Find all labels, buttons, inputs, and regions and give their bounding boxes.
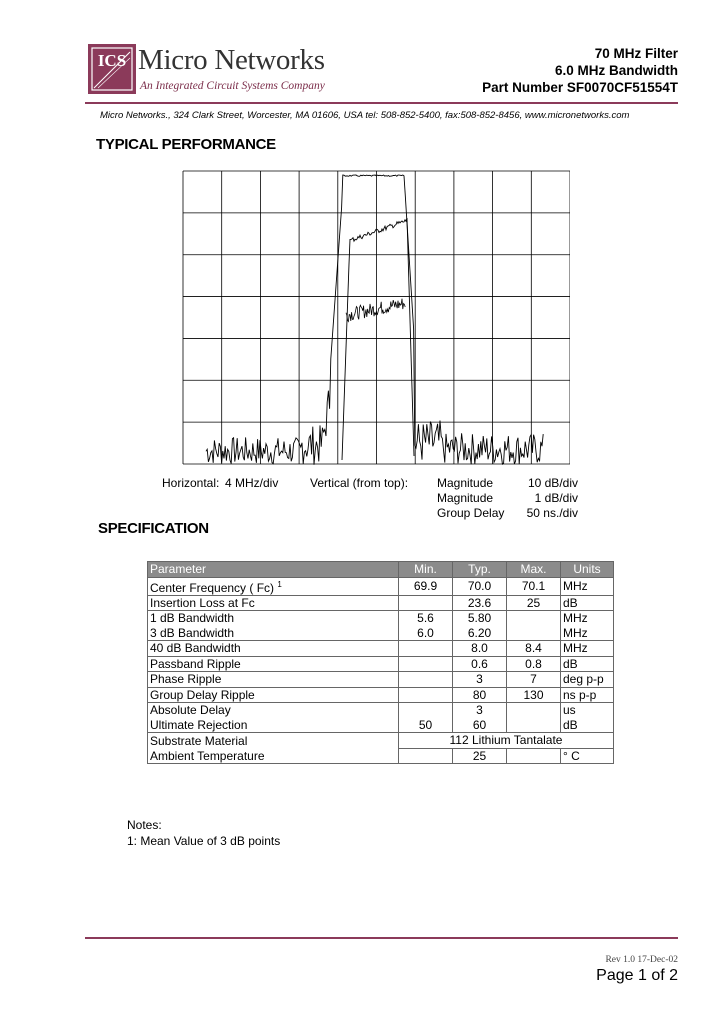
header-cell: Max. — [507, 562, 561, 578]
min-cell — [399, 656, 453, 672]
typ-cell: 70.0 — [453, 577, 507, 595]
max-cell — [507, 748, 561, 764]
min-cell — [399, 595, 453, 611]
typ-cell: 23.6 — [453, 595, 507, 611]
typ-cell: 60 — [453, 718, 507, 733]
param-cell: Passband Ripple — [148, 656, 399, 672]
max-cell: 130 — [507, 687, 561, 703]
horizontal-label: Horizontal: — [162, 476, 220, 490]
max-cell — [507, 718, 561, 733]
param-cell: Insertion Loss at Fc — [148, 595, 399, 611]
table-row — [148, 748, 614, 764]
param-text: Center Frequency ( Fc) — [150, 580, 275, 595]
table-row — [148, 595, 614, 611]
unit-cell: dB — [561, 595, 614, 611]
param-cell: 3 dB Bandwidth — [148, 626, 399, 641]
table-row — [148, 626, 614, 641]
typ-cell: 5.80 — [453, 611, 507, 626]
unit-cell: MHz — [561, 641, 614, 657]
scale-name: Magnitude — [437, 476, 494, 490]
param-cell: Substrate Material — [148, 733, 399, 749]
notes-title: Notes: — [127, 818, 162, 832]
param-cell: Ambient Temperature — [148, 748, 399, 764]
typ-cell: 8.0 — [453, 641, 507, 657]
max-cell: 7 — [507, 672, 561, 688]
typ-cell: 6.20 — [453, 626, 507, 641]
param-cell: Ultimate Rejection — [148, 718, 399, 733]
table-row — [148, 718, 614, 733]
typ-cell: 80 — [453, 687, 507, 703]
min-cell — [399, 672, 453, 688]
min-cell: 50 — [399, 718, 453, 733]
page-number: Page 1 of 2 — [596, 967, 678, 984]
logo-text: ICS — [97, 51, 127, 70]
header-cell: Min. — [399, 562, 453, 578]
table-row — [148, 577, 614, 595]
typ-cell: 25 — [453, 748, 507, 764]
typ-cell: 0.6 — [453, 656, 507, 672]
unit-cell: dB — [561, 656, 614, 672]
performance-chart — [182, 170, 570, 466]
max-cell — [507, 703, 561, 718]
max-cell: 0.8 — [507, 656, 561, 672]
table-row — [148, 656, 614, 672]
scale-value: 10 dB/div — [527, 476, 578, 490]
max-cell: 25 — [507, 595, 561, 611]
min-cell — [399, 748, 453, 764]
ics-logo — [88, 44, 136, 94]
table-row — [148, 611, 614, 626]
max-cell: 70.1 — [507, 577, 561, 595]
min-cell — [399, 687, 453, 703]
unit-cell: deg p-p — [561, 672, 614, 688]
company-tagline: An Integrated Circuit Systems Company — [140, 80, 325, 92]
typ-cell: 3 — [453, 672, 507, 688]
note-item: 1: Mean Value of 3 dB points — [127, 834, 281, 848]
table-row — [148, 703, 614, 718]
table-row — [148, 733, 614, 749]
unit-cell: MHz — [561, 611, 614, 626]
header-cell: Parameter — [148, 562, 399, 578]
max-cell — [507, 611, 561, 626]
notes — [127, 818, 280, 848]
footnote-marker: 1 — [277, 579, 282, 589]
header-rule — [85, 102, 678, 104]
header-cell: Typ. — [453, 562, 507, 578]
max-cell: 8.4 — [507, 641, 561, 657]
header-part-number: Part Number SF0070CF51554T — [482, 80, 678, 95]
typ-cell: 3 — [453, 703, 507, 718]
header-cell: Units — [561, 562, 614, 578]
specification-title: SPECIFICATION — [98, 520, 209, 537]
scale-name: Group Delay — [437, 506, 505, 520]
company-name: Micro Networks — [138, 44, 325, 76]
table-row — [148, 672, 614, 688]
unit-cell: MHz — [561, 626, 614, 641]
scale-value: 1 dB/div — [534, 491, 578, 505]
table-row — [148, 641, 614, 657]
min-cell — [399, 641, 453, 657]
magnitude-1db-trace — [342, 218, 414, 460]
unit-cell: ° C — [561, 748, 614, 764]
span-value-cell: 112 Lithium Tantalate — [399, 733, 614, 749]
min-cell: 5.6 — [399, 611, 453, 626]
group-delay-trace — [346, 299, 405, 322]
table-row — [148, 687, 614, 703]
revision: Rev 1.0 17-Dec-02 — [605, 955, 678, 965]
unit-cell: MHz — [561, 577, 614, 595]
param-cell: 40 dB Bandwidth — [148, 641, 399, 657]
min-cell — [399, 703, 453, 718]
scale-value: 50 ns./div — [526, 506, 578, 520]
horizontal-value: 4 MHz/div — [225, 476, 279, 490]
unit-cell: dB — [561, 718, 614, 733]
param-cell: 1 dB Bandwidth — [148, 611, 399, 626]
footer-rule — [85, 937, 678, 939]
param-cell: Group Delay Ripple — [148, 687, 399, 703]
param-cell — [148, 577, 399, 595]
vertical-label: Vertical (from top): — [310, 476, 409, 490]
scale-name: Magnitude — [437, 491, 494, 505]
max-cell — [507, 626, 561, 641]
param-cell: Absolute Delay — [148, 703, 399, 718]
min-cell: 6.0 — [399, 626, 453, 641]
specification-table — [147, 561, 614, 764]
performance-title: TYPICAL PERFORMANCE — [96, 136, 276, 153]
address-line: Micro Networks., 324 Clark Street, Worcester, MA 01606, USA tel: 508-852-5400, fax:508-852-8456, www.micronetworks.com — [100, 110, 630, 121]
header-product: 70 MHz Filter — [594, 46, 678, 61]
unit-cell: ns p-p — [561, 687, 614, 703]
min-cell: 69.9 — [399, 577, 453, 595]
param-cell: Phase Ripple — [148, 672, 399, 688]
table-header-row — [148, 562, 614, 578]
header-bandwidth: 6.0 MHz Bandwidth — [554, 63, 678, 78]
unit-cell: us — [561, 703, 614, 718]
